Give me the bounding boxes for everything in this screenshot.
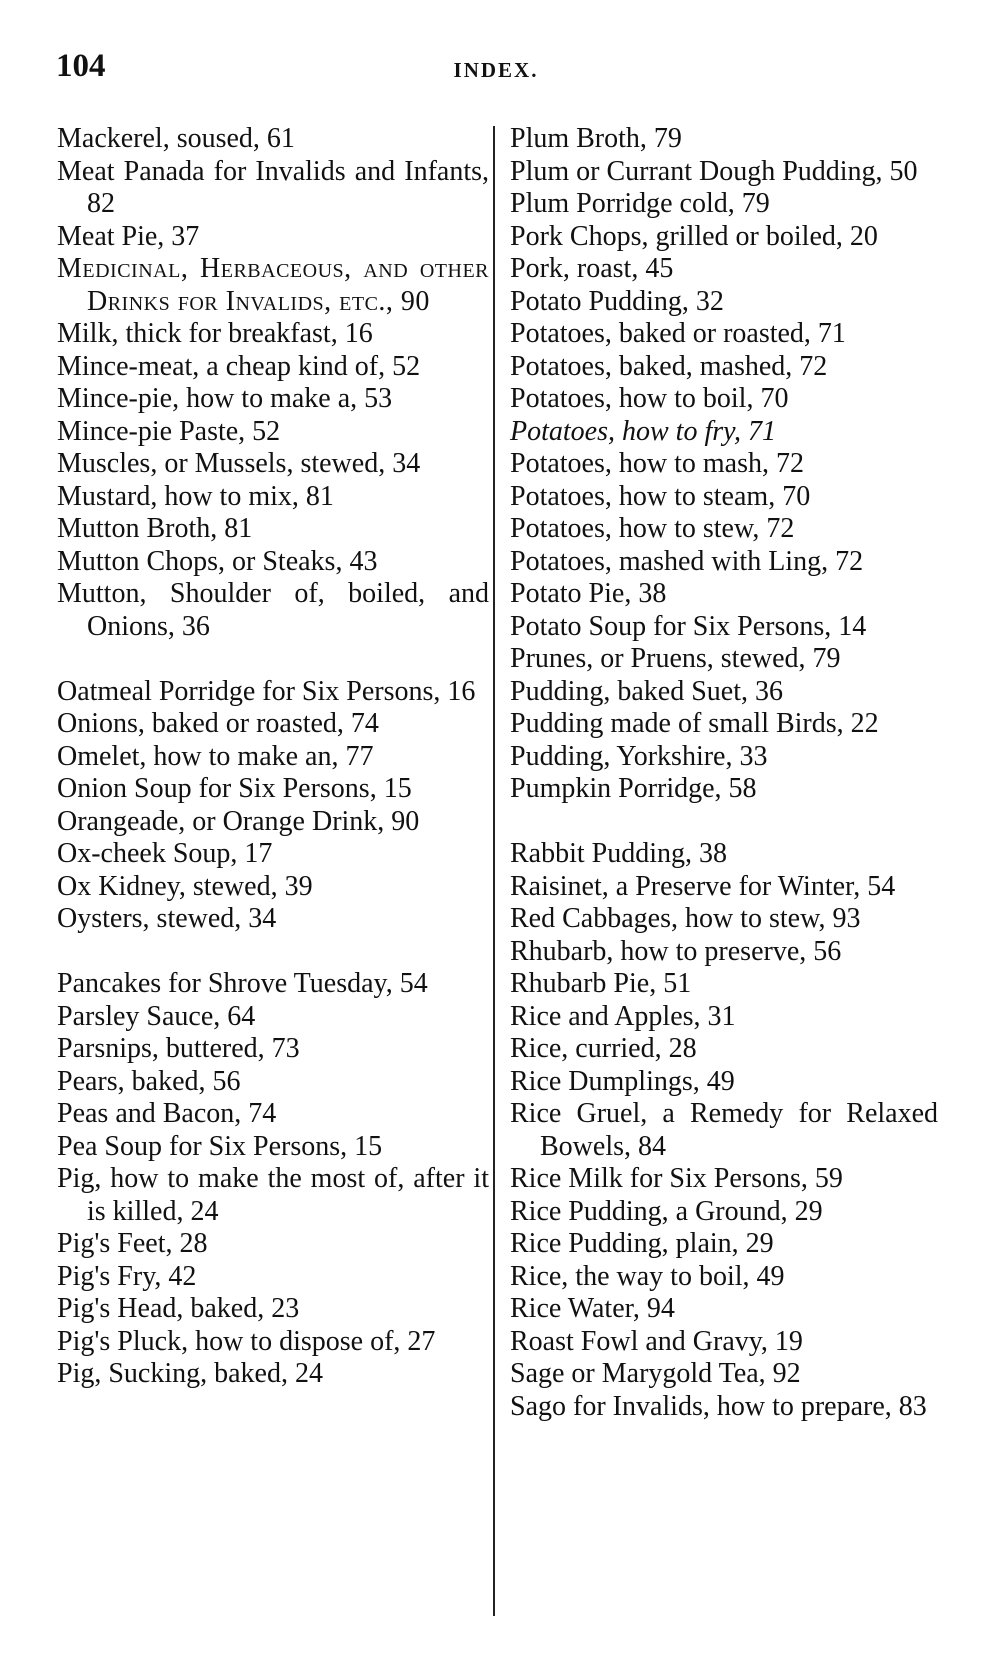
index-entry: Peas and Bacon, 74: [57, 1098, 277, 1129]
index-entry: Pig, Sucking, baked, 24: [57, 1358, 323, 1389]
page-number: 104: [56, 48, 106, 84]
index-entry: Rice Pudding, a Ground, 29: [510, 1195, 823, 1227]
index-entry: Rice Gruel, a Remedy for Relaxed Bowels, 84: [510, 1098, 938, 1162]
index-entry: Potato Pie, 38: [510, 578, 667, 609]
page-header: [56, 48, 936, 98]
index-entry: Rhubarb, how to preserve, 56: [510, 935, 842, 967]
index-entry: Onion Soup for Six Persons, 15: [57, 773, 412, 804]
index-entry: Plum Broth, 79: [510, 123, 682, 154]
index-entry: Ox Kidney, stewed, 39: [57, 870, 313, 902]
index-entry: Plum Porridge cold, 79: [510, 188, 770, 219]
index-entry: Plum or Currant Dough Pudding, 50: [510, 155, 918, 187]
index-entry: Pancakes for Shrove Tuesday, 54: [57, 968, 428, 999]
index-entry: Rice Milk for Six Persons, 59: [510, 1163, 843, 1194]
index-entry: Pig's Feet, 28: [57, 1228, 208, 1259]
index-entry: Pig's Pluck, how to dispose of, 27: [57, 1325, 436, 1357]
index-entry: Mutton Broth, 81: [57, 513, 253, 544]
index-entry: Red Cabbages, how to stew, 93: [510, 903, 861, 934]
index-entry: Pig's Fry, 42: [57, 1260, 197, 1292]
index-entry: Ox-cheek Soup, 17: [57, 838, 273, 869]
running-title: INDEX.: [453, 58, 539, 82]
index-entry: Potatoes, how to steam, 70: [510, 480, 811, 512]
index-entry: Rice, curried, 28: [510, 1033, 697, 1064]
index-entry: Potatoes, how to fry, 71: [510, 415, 776, 447]
index-entry: Potatoes, baked or roasted, 71: [510, 318, 846, 349]
index-entry: Omelet, how to make an, 77: [57, 740, 374, 772]
index-entry: Potato Soup for Six Persons, 14: [510, 610, 867, 642]
index-entry: Rice Water, 94: [510, 1293, 675, 1324]
index-entry: Pudding made of small Birds, 22: [510, 708, 879, 739]
index-entry: Pumpkin Porridge, 58: [510, 773, 757, 804]
index-entry: Parsnips, buttered, 73: [57, 1033, 300, 1064]
index-entry: Pudding, baked Suet, 36: [510, 675, 783, 707]
index-entry: Pig's Head, baked, 23: [57, 1293, 300, 1324]
index-entry: Rice, the way to boil, 49: [510, 1260, 785, 1292]
index-entry: Prunes, or Pruens, stewed, 79: [510, 643, 841, 674]
index-entry: Potatoes, how to stew, 72: [510, 513, 795, 544]
index-entry: Potatoes, baked, mashed, 72: [510, 350, 828, 382]
index-entry: Pea Soup for Six Persons, 15: [57, 1130, 383, 1162]
index-entry: Mince-meat, a cheap kind of, 52: [57, 350, 421, 382]
index-entry: Pork Chops, grilled or boiled, 20: [510, 220, 878, 252]
index-entry: Rice and Apples, 31: [510, 1000, 736, 1032]
index-entry: Mince-pie, how to make a, 53: [57, 383, 393, 414]
index-entry: Oysters, stewed, 34: [57, 903, 277, 934]
index-entry: Rice Pudding, plain, 29: [510, 1228, 774, 1259]
index-entry: Meat Pie, 37: [57, 220, 200, 252]
index-entry: Potatoes, mashed with Ling, 72: [510, 545, 864, 577]
index-entry: Potatoes, how to mash, 72: [510, 448, 804, 479]
index-entry: Rice Dumplings, 49: [510, 1065, 735, 1097]
index-entry: Pudding, Yorkshire, 33: [510, 740, 768, 772]
index-column-left: [57, 123, 489, 1391]
index-entry: Mince-pie Paste, 52: [57, 415, 281, 447]
index-entry: Meat Panada for Invalids and Infants, 82: [57, 155, 489, 219]
column-divider: [493, 126, 495, 1616]
index-entry: Milk, thick for breakfast, 16: [57, 318, 373, 349]
index-entry: Onions, baked or roasted, 74: [57, 708, 379, 739]
index-entry: Mutton, Shoulder of, boiled, and Onions, 36: [57, 578, 489, 642]
index-entry: Roast Fowl and Gravy, 19: [510, 1325, 803, 1357]
index-entry: Orangeade, or Orange Drink, 90: [57, 805, 420, 837]
index-entry: Sago for Invalids, how to prepare, 83: [510, 1390, 927, 1422]
index-entry: Pork, roast, 45: [510, 253, 674, 284]
index-entry: Raisinet, a Preserve for Winter, 54: [510, 870, 896, 902]
index-entry: Mustard, how to mix, 81: [57, 480, 334, 512]
index-entry: Rhubarb Pie, 51: [510, 968, 692, 999]
index-entry: Mutton Chops, or Steaks, 43: [57, 545, 378, 577]
index-entry: Parsley Sauce, 64: [57, 1000, 256, 1032]
index-column-right: [510, 123, 938, 1423]
index-entry: Pears, baked, 56: [57, 1065, 241, 1097]
index-entry: Sage or Marygold Tea, 92: [510, 1358, 801, 1389]
index-entry: Rabbit Pudding, 38: [510, 838, 728, 869]
index-entry: Oatmeal Porridge for Six Persons, 16: [57, 675, 476, 707]
index-entry: Pig, how to make the most of, after it is killed, 24: [57, 1163, 489, 1227]
index-entry: Muscles, or Mussels, stewed, 34: [57, 448, 421, 479]
index-entry: Potato Pudding, 32: [510, 285, 724, 317]
index-entry: Mackerel, soused, 61: [57, 123, 295, 154]
index-entry: Potatoes, how to boil, 70: [510, 383, 789, 414]
index-entry: Medicinal, Herbaceous, and other Drinks for Invalids, etc., 90: [57, 253, 489, 317]
